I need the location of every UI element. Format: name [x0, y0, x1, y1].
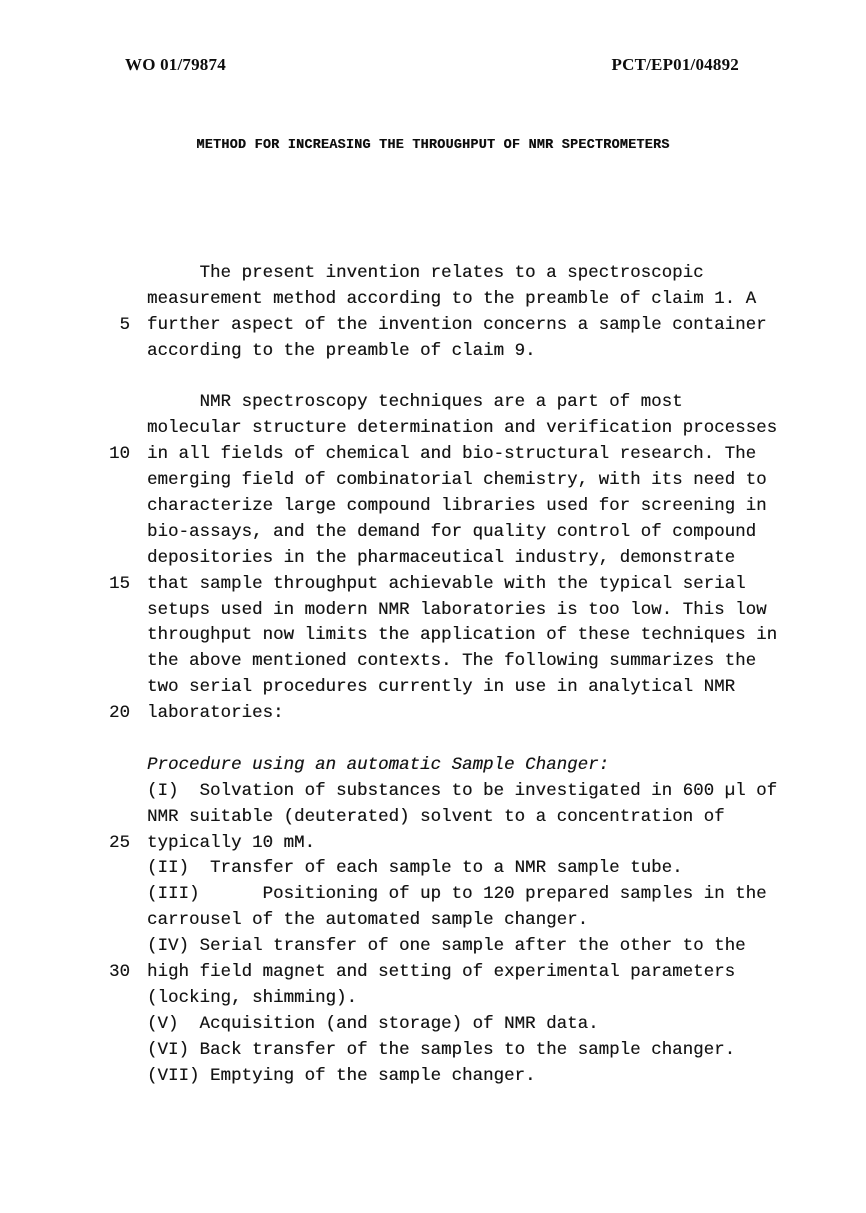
text-line	[0, 675, 866, 701]
text-line-content: (III) Positioning of up to 120 prepared samples in the	[147, 884, 767, 905]
text-line	[0, 908, 866, 934]
text-line	[0, 313, 866, 339]
text-line	[0, 1038, 866, 1064]
text-line	[0, 339, 866, 365]
text-line	[0, 649, 866, 675]
text-line-content: in all fields of chemical and bio-structural research. The	[147, 444, 757, 465]
text-line-content: The present invention relates to a spectroscopic	[147, 263, 704, 283]
text-line	[0, 986, 866, 1012]
text-line-content: (locking, shimming).	[147, 987, 358, 1008]
text-line-content: typically 10 mM.	[147, 832, 316, 853]
text-line-content: throughput now limits the application of these techniques in	[147, 625, 778, 646]
text-line	[0, 390, 866, 416]
publication-number: WO 01/79874	[125, 55, 226, 74]
text-line	[0, 365, 866, 391]
text-line	[0, 753, 866, 779]
text-line	[0, 598, 866, 624]
document-title: METHOD FOR INCREASING THE THROUGHPUT OF NMR SPECTROMETERS	[196, 138, 670, 153]
text-line	[0, 520, 866, 546]
text-line	[0, 701, 866, 727]
text-line-content: (II) Transfer of each sample to a NMR sample tube.	[147, 858, 683, 879]
text-line	[0, 727, 866, 753]
text-line-content: (VI) Back transfer of the samples to the sample changer.	[147, 1039, 736, 1060]
margin-line-number: 15	[108, 573, 130, 594]
text-line-content: characterize large compound libraries used for screening in	[147, 496, 767, 517]
text-line-content: (V) Acquisition (and storage) of NMR data.	[147, 1013, 599, 1034]
text-line-content: the above mentioned contexts. The following summarizes the	[147, 651, 757, 672]
text-line	[0, 572, 866, 598]
text-line	[0, 494, 866, 520]
text-line-content: laboratories:	[147, 703, 284, 724]
text-line-content: (IV) Serial transfer of one sample after the other to the	[147, 936, 746, 957]
text-line	[0, 287, 866, 313]
text-line	[0, 934, 866, 960]
text-line-content: according to the preamble of claim 9.	[147, 340, 536, 361]
margin-line-number: 20	[108, 703, 130, 724]
text-line	[0, 805, 866, 831]
text-line-content: (I) Solvation of substances to be investigated in 600 µl of	[147, 780, 778, 801]
text-line-content: molecular structure determination and verification processes	[147, 418, 778, 439]
text-line	[0, 468, 866, 494]
text-line-content: NMR spectroscopy techniques are a part of most	[147, 392, 683, 413]
text-line	[0, 856, 866, 882]
application-number: PCT/EP01/04892	[611, 55, 739, 74]
text-line-content: bio-assays, and the demand for quality control of compound	[147, 521, 757, 542]
text-line	[0, 960, 866, 986]
text-line-content: high field magnet and setting of experimental parameters	[147, 962, 736, 983]
text-line-content: measurement method according to the preamble of claim 1. A	[147, 288, 757, 309]
margin-line-number: 5	[119, 314, 130, 335]
margin-line-number: 10	[108, 444, 130, 465]
text-line	[0, 442, 866, 468]
text-line-content: (VII) Emptying of the sample changer.	[147, 1065, 536, 1086]
text-line-content: two serial procedures currently in use in analytical NMR	[147, 677, 736, 698]
text-line	[0, 1012, 866, 1038]
text-line-content: Procedure using an automatic Sample Changer:	[147, 754, 610, 775]
page-header	[125, 55, 739, 75]
text-line	[0, 546, 866, 572]
text-line	[0, 623, 866, 649]
margin-line-number: 25	[108, 832, 130, 853]
text-line-content: further aspect of the invention concerns a sample container	[147, 314, 767, 335]
text-line	[0, 779, 866, 805]
margin-line-number: 30	[108, 962, 130, 983]
document-body	[0, 261, 866, 1090]
text-line	[0, 261, 866, 287]
text-line	[0, 416, 866, 442]
text-line	[0, 1064, 866, 1090]
text-line-content: depositories in the pharmaceutical industry, demonstrate	[147, 547, 736, 568]
text-line-content: setups used in modern NMR laboratories is too low. This low	[147, 599, 767, 620]
text-line-content: emerging field of combinatorial chemistry, with its need to	[147, 470, 767, 491]
text-line-content: carrousel of the automated sample changer.	[147, 910, 589, 931]
text-line	[0, 831, 866, 857]
text-line	[0, 882, 866, 908]
text-line-content: that sample throughput achievable with the typical serial	[147, 573, 746, 594]
text-line-content: NMR suitable (deuterated) solvent to a concentration of	[147, 806, 725, 827]
